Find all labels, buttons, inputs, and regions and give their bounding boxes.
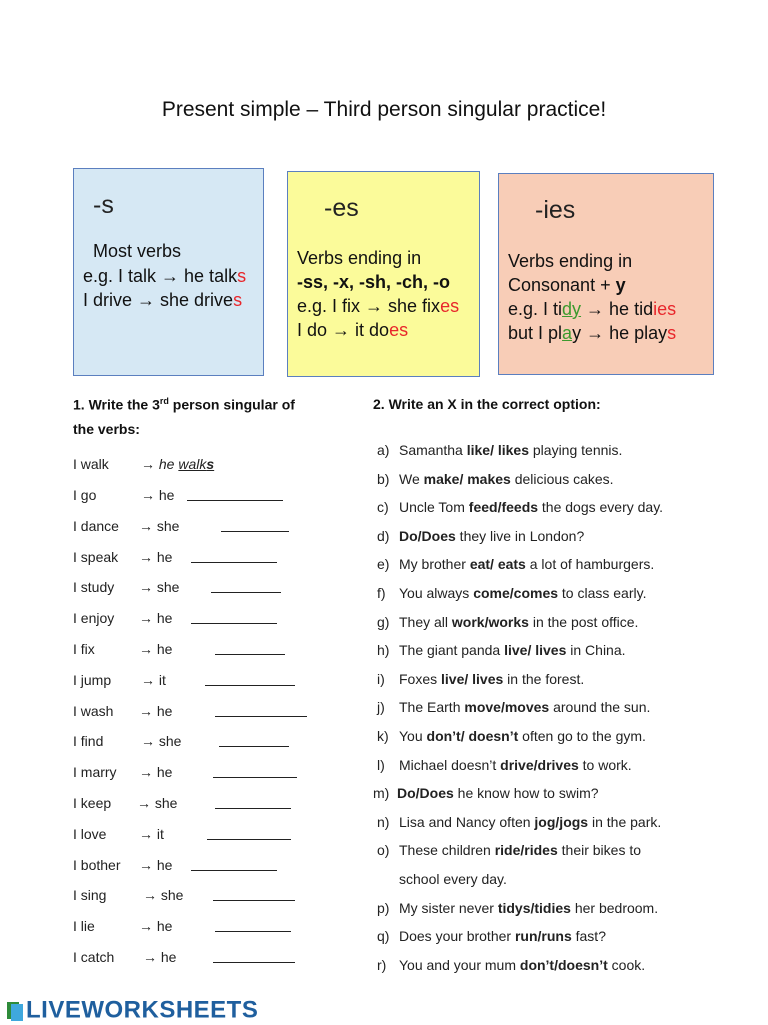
rule-box-s xyxy=(73,168,264,376)
verb-row xyxy=(73,577,293,597)
answer-options[interactable]: move/moves xyxy=(464,699,550,716)
verb-row xyxy=(73,701,293,721)
answer-blank[interactable] xyxy=(213,777,297,778)
section1-heading-cont: the verbs: xyxy=(73,421,140,437)
answer-options[interactable]: live/ lives xyxy=(441,670,504,687)
question-item: i) Foxes live/ lives in the forest. xyxy=(377,670,585,687)
answer-options[interactable]: don’t/doesn’t xyxy=(519,956,608,973)
answer-blank[interactable] xyxy=(215,716,307,717)
rule-example: I drive → she drives xyxy=(83,290,243,310)
verb-row xyxy=(73,547,293,567)
pronoun-label: → he xyxy=(139,610,173,627)
liveworksheets-logo: LIVEWORKSHEETS xyxy=(6,996,258,1024)
rule-example: e.g. I fix → she fixes xyxy=(297,296,460,316)
pronoun-label: → it xyxy=(141,671,166,688)
answer-options[interactable]: like/ likes xyxy=(466,442,529,458)
answer-options[interactable]: jog/jogs xyxy=(534,813,589,830)
answer-options[interactable]: Do/Does xyxy=(397,785,454,802)
rule-box-ies xyxy=(498,173,714,375)
answer-blank[interactable] xyxy=(207,839,291,840)
verb-label: I find xyxy=(73,733,104,750)
pronoun-label: → he xyxy=(139,641,173,657)
section1-heading: 1. Write the 3rd person singular of xyxy=(73,396,295,413)
answer-options[interactable]: drive/drives xyxy=(500,756,579,773)
pronoun-label: → he xyxy=(139,702,173,719)
pronoun-label: → he xyxy=(139,764,173,781)
rule-endings: -ss, -x, -sh, -ch, -o xyxy=(297,272,451,292)
pronoun-label: → he xyxy=(139,856,173,873)
answer-blank[interactable] xyxy=(219,746,289,747)
answer-blank[interactable] xyxy=(211,592,281,593)
verb-row xyxy=(73,824,293,844)
verb-row xyxy=(73,516,293,536)
verb-row xyxy=(73,608,293,628)
rule-description: Verbs ending in xyxy=(297,248,422,268)
question-item: g) They all work/works in the post office. xyxy=(377,613,639,630)
question-item: e) My brother eat/ eats a lot of hamburgers. xyxy=(377,556,655,573)
question-item: school every day. xyxy=(399,871,507,887)
example-row: I walk → he walks xyxy=(73,456,215,472)
verb-label: I marry xyxy=(73,764,117,781)
answer-options[interactable]: make/ makes xyxy=(423,470,511,487)
question-item: d) Do/Does they live in London? xyxy=(377,527,585,544)
suffix-label: -s xyxy=(93,191,114,219)
answer-options[interactable]: run/runs xyxy=(514,928,572,945)
verb-label: I lie xyxy=(73,918,95,935)
verb-label: I sing xyxy=(73,887,107,904)
rule-example: e.g. I tidy → he tidies xyxy=(508,299,677,319)
verb-row xyxy=(73,793,293,813)
answer-blank[interactable] xyxy=(215,931,291,932)
question-item: r) You and your mum don’t/doesn’t cook. xyxy=(377,956,646,973)
answer-options[interactable]: live/ lives xyxy=(504,642,567,659)
answer-blank[interactable] xyxy=(213,900,295,901)
suffix-label: -ies xyxy=(535,196,576,224)
question-item: b) We make/ makes delicious cakes. xyxy=(377,470,614,487)
verb-label: I fix xyxy=(73,641,95,657)
question-item: l) Michael doesn’t drive/drives to work. xyxy=(377,756,632,773)
logo-icon xyxy=(6,1000,24,1022)
pronoun-label: → she xyxy=(143,887,184,904)
verb-label: I enjoy xyxy=(73,610,115,627)
pronoun-label: → she xyxy=(139,579,180,596)
rule-description: Verbs ending in xyxy=(508,251,633,271)
answer-blank[interactable] xyxy=(191,562,277,563)
answer-blank[interactable] xyxy=(191,623,277,624)
pronoun-label: → she xyxy=(139,517,180,534)
verb-label: I jump xyxy=(73,671,112,688)
verb-label: I speak xyxy=(73,548,119,565)
verb-label: I go xyxy=(73,487,97,503)
section2-heading: 2. Write an X in the correct option: xyxy=(373,396,601,412)
pronoun-label: → he xyxy=(139,918,173,935)
question-item: n) Lisa and Nancy often jog/jogs in the park. xyxy=(377,813,662,830)
question-item: j) The Earth move/moves around the sun. xyxy=(377,699,651,716)
answer-options[interactable]: come/comes xyxy=(473,585,559,601)
answer-options[interactable]: don’t/ doesn’t xyxy=(426,728,519,744)
pronoun-label: → he xyxy=(141,487,175,503)
answer-blank[interactable] xyxy=(215,654,285,655)
answer-options[interactable]: work/works xyxy=(451,613,529,630)
suffix-label: -es xyxy=(324,194,359,222)
verb-row xyxy=(73,947,293,967)
verb-row xyxy=(73,731,293,751)
verb-row xyxy=(73,485,293,505)
question-item: m) Do/Does he know how to swim? xyxy=(373,785,599,802)
answer-blank[interactable] xyxy=(213,962,295,963)
rule-example: but I play → he plays xyxy=(508,323,677,343)
pronoun-label: → he xyxy=(139,548,173,565)
answer-options[interactable]: Do/Does xyxy=(399,527,456,544)
verb-row xyxy=(73,639,293,659)
pronoun-label: → he xyxy=(143,949,177,965)
verb-row xyxy=(73,855,293,875)
question-item: c) Uncle Tom feed/feeds the dogs every day. xyxy=(377,499,664,516)
rule-example: e.g. I talk → he talks xyxy=(83,266,247,286)
rule-description: Most verbs xyxy=(93,241,182,261)
answer-blank[interactable] xyxy=(215,808,291,809)
verb-row xyxy=(73,762,293,782)
verb-row xyxy=(73,885,293,905)
pronoun-label: → it xyxy=(139,825,164,842)
verb-row xyxy=(73,670,293,690)
pronoun-label: → she xyxy=(141,733,182,750)
answer-blank[interactable] xyxy=(221,531,289,532)
answer-options[interactable]: ride/rides xyxy=(494,842,558,859)
verb-row xyxy=(73,916,293,936)
answer-blank[interactable] xyxy=(191,870,277,871)
verb-label: I bother xyxy=(73,856,121,873)
answer-options[interactable]: tidys/tidies xyxy=(497,899,571,916)
question-item: h) The giant panda live/ lives in China. xyxy=(377,642,626,659)
answer-blank[interactable] xyxy=(205,685,295,686)
rule-example: I do → it does xyxy=(297,320,409,340)
question-item: a) Samantha like/ likes playing tennis. xyxy=(377,442,623,458)
verb-label: I catch xyxy=(73,949,115,965)
page-title: Present simple – Third person singular practice! xyxy=(161,98,607,121)
answer-options[interactable]: feed/feeds xyxy=(468,499,539,516)
question-item: p) My sister never tidys/tidies her bedroom. xyxy=(377,899,659,916)
verb-label: I dance xyxy=(73,517,119,534)
verb-label: I wash xyxy=(73,702,114,719)
verb-label: I keep xyxy=(73,795,112,811)
answer-options[interactable]: eat/ eats xyxy=(469,556,526,573)
question-item: q) Does your brother run/runs fast? xyxy=(377,928,606,945)
question-item: f) You always come/comes to class early. xyxy=(377,585,647,601)
rule-box-es xyxy=(287,171,480,377)
question-item: o) These children ride/rides their bikes to xyxy=(377,842,642,859)
question-item: k) You don’t/ doesn’t often go to the gym. xyxy=(377,728,646,744)
verb-label: I love xyxy=(73,825,107,842)
verb-label: I study xyxy=(73,579,115,596)
answer-blank[interactable] xyxy=(187,500,283,501)
rule-condition: Consonant + y xyxy=(508,275,626,295)
pronoun-label: → she xyxy=(137,795,178,811)
